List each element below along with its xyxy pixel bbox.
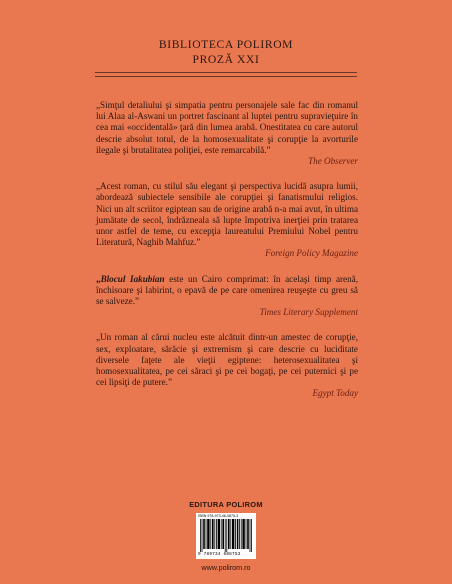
review-quote [96,100,358,167]
quote-text: este un Cairo comprimat: în acelaşi timp arenă, închisoare şi labirint, o epavă de pe care omenirea reuşeşte cu greu să se salveze.” [96,273,358,307]
divider-top [95,72,357,73]
review-quotes [96,100,358,414]
quote-text: „Un roman al cărui nucleu este alcătuit dintr-un amestec de corupţie, sex, exploatare, sărăcie şi extremism şi care descrie cu luciditate diversele faţete ale vieţii egiptene: heterosexualitatea şi homosexualitatea, pe cei săraci şi pe cei bogaţi, pe cei puternici şi pe cei lipsiţi de putere.” [96,332,358,388]
publisher-website: www.polirom.ro [201,563,251,572]
divider-bottom [95,76,357,77]
quote-prefix: „ [96,273,101,284]
quote-text: „Acest roman, cu stilul său elegant şi perspectiva lucidă asupra lumii, abordează subiectele sensibile ale corupţiei şi fanatismului religios. Nici un alt scriitor egiptean sau de origine arabă n-a mai avut, în ultima jumătate de secol, îndrăzneala să lupte împotriva inerţiei prin tratarea unor astfel de teme, cu excepţia laureatului Premiului Nobel pentru Literatură, Naghib Mahfuz.” [96,181,358,248]
quote-source: Times Literary Supplement [259,307,358,318]
barcode-label [196,513,256,559]
series-subtitle: PROZĂ XXI [192,53,260,66]
review-quote [96,332,358,399]
quote-source: Egypt Today [312,388,358,399]
review-quote [96,181,358,259]
barcode-number: 9 789734 608753 [198,552,241,557]
series-title: BIBLIOTECA POLIROM [158,38,294,51]
publisher-name: EDITURA POLIROM [189,500,263,509]
series-heading [0,37,452,67]
isbn-text: ISBN 978-973-46-0875-3 [198,514,239,518]
quote-text: „Simţul detaliului şi simpatia pentru personajele sale fac din romanul lui Alaa al-Aswani un portret fascinant al luptei pentru supravieţuire în cea mai «occidentală» ţară din lumea arabă. Onestitatea cu care autorul descrie absolut totul, de la homosexualitate şi corupţie la avorturile ilegale şi brutalitatea poliţiei, este remarcabilă.” [96,100,358,155]
quote-source: The Observer [308,156,358,167]
book-title: Blocul Iakubian [100,273,165,284]
quote-source: Foreign Policy Magazine [265,248,358,259]
barcode-icon [199,519,253,552]
review-quote [96,274,358,319]
